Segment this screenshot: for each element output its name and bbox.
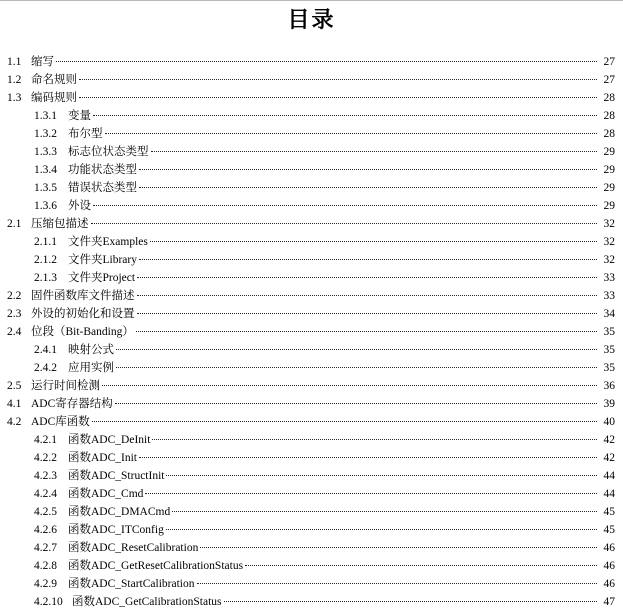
dot-leader	[92, 421, 597, 422]
toc-entry-number: 4.1	[7, 398, 22, 410]
toc-entry[interactable]	[0, 413, 623, 431]
toc-entry-number: 4.2.3	[34, 470, 57, 482]
toc-entry-page-number[interactable]: 35	[603, 344, 615, 356]
toc-entry-number: 2.5	[7, 380, 22, 392]
dot-leader	[137, 277, 597, 278]
toc-entry-page-number[interactable]: 34	[603, 308, 615, 320]
toc-entry-number: 2.3	[7, 308, 22, 320]
dot-leader	[137, 313, 598, 314]
toc-entry-number: 1.3.4	[34, 164, 57, 176]
toc-entry-label[interactable]: 函数ADC_GetResetCalibrationStatus	[68, 560, 244, 572]
toc-entry[interactable]	[0, 593, 623, 611]
toc-entry-label[interactable]: 文件夹Project	[68, 272, 136, 284]
dot-leader	[139, 259, 597, 260]
dot-leader	[139, 169, 597, 170]
toc-entry-label[interactable]: 函数ADC_GetCalibrationStatus	[72, 596, 222, 608]
toc-entry-page-number[interactable]: 29	[603, 146, 615, 158]
dot-leader	[91, 223, 598, 224]
toc-entry[interactable]	[0, 575, 623, 593]
toc-entry[interactable]	[0, 431, 623, 449]
dot-leader	[139, 457, 597, 458]
toc-entry-number: 2.4.2	[34, 362, 57, 374]
toc-entry-page-number[interactable]: 32	[603, 218, 615, 230]
toc-entry-label[interactable]: ADC库函数	[31, 416, 90, 428]
toc-entry[interactable]	[0, 503, 623, 521]
toc-entry[interactable]	[0, 89, 623, 107]
toc-entry[interactable]	[0, 197, 623, 215]
toc-entry[interactable]	[0, 467, 623, 485]
toc-entry-page-number[interactable]: 33	[603, 290, 615, 302]
toc-entry-number: 4.2.10	[34, 596, 63, 608]
dot-leader	[105, 133, 598, 134]
toc-entry[interactable]	[0, 377, 623, 395]
dot-leader	[150, 241, 597, 242]
toc-entry-label[interactable]: 编码规则	[31, 92, 77, 104]
dot-leader	[115, 403, 597, 404]
toc-entry-page-number[interactable]: 40	[603, 416, 615, 428]
toc-entry[interactable]	[0, 521, 623, 539]
toc-entry-page-number[interactable]: 29	[603, 200, 615, 212]
toc-entry-label[interactable]: 标志位状态类型	[68, 146, 149, 158]
toc-entry-label[interactable]: 变量	[68, 110, 91, 122]
toc-entry-number: 4.2.9	[34, 578, 57, 590]
dot-leader	[139, 187, 597, 188]
toc-entry[interactable]	[0, 557, 623, 575]
toc-entry-label[interactable]: 运行时间检测	[31, 380, 100, 392]
dot-leader	[245, 565, 597, 566]
toc-entry-label[interactable]: 函数ADC_DeInit	[68, 434, 151, 446]
toc-entry-number: 4.2	[7, 416, 22, 428]
dot-leader	[137, 295, 598, 296]
toc-entry-page-number[interactable]: 28	[603, 110, 615, 122]
toc-entry-page-number[interactable]: 46	[603, 560, 615, 572]
toc-entry-number: 1.1	[7, 56, 22, 68]
dot-leader	[166, 475, 597, 476]
toc-entry-page-number[interactable]: 47	[603, 596, 615, 608]
toc-entry[interactable]	[0, 341, 623, 359]
toc-entry[interactable]	[0, 269, 623, 287]
dot-leader	[197, 583, 598, 584]
toc-entry-label[interactable]: 函数ADC_ITConfig	[68, 524, 164, 536]
toc-entry-label[interactable]: 布尔型	[68, 128, 103, 140]
toc-entry-number: 1.3.1	[34, 110, 57, 122]
toc-entry-page-number[interactable]: 46	[603, 542, 615, 554]
toc-entry[interactable]	[0, 323, 623, 341]
toc-entry-page-number[interactable]: 27	[603, 74, 615, 86]
toc-entry-page-number[interactable]: 35	[603, 362, 615, 374]
toc-entry-page-number[interactable]: 33	[603, 272, 615, 284]
dot-leader	[93, 115, 597, 116]
toc-entry[interactable]	[0, 287, 623, 305]
toc-entry-number: 4.2.2	[34, 452, 57, 464]
dot-leader	[166, 529, 597, 530]
toc-entry[interactable]	[0, 215, 623, 233]
toc-entry-number: 1.3.5	[34, 182, 57, 194]
toc-entry-number: 2.2	[7, 290, 22, 302]
toc-entry-label[interactable]: 文件夹Examples	[68, 236, 148, 248]
toc-entry-page-number[interactable]: 32	[603, 254, 615, 266]
toc-entry[interactable]	[0, 305, 623, 323]
dot-leader	[79, 97, 597, 98]
toc-entry-number: 4.2.4	[34, 488, 57, 500]
toc-entry-number: 1.2	[7, 74, 22, 86]
toc-entry[interactable]	[0, 233, 623, 251]
toc-entry-label[interactable]: 错误状态类型	[68, 182, 137, 194]
toc-entry-number: 1.3	[7, 92, 22, 104]
toc-entry-label[interactable]: 应用实例	[68, 362, 114, 374]
toc-entry-number: 2.4	[7, 326, 22, 338]
toc-entry-label[interactable]: 函数ADC_ResetCalibration	[68, 542, 199, 554]
toc-entry[interactable]	[0, 107, 623, 125]
toc-entry-page-number[interactable]: 42	[603, 434, 615, 446]
dot-leader	[172, 511, 597, 512]
dot-leader	[136, 331, 597, 332]
dot-leader	[102, 385, 597, 386]
toc-entry-page-number[interactable]: 39	[603, 398, 615, 410]
dot-leader	[145, 493, 597, 494]
toc-entry-label[interactable]: 函数ADC_DMACmd	[68, 506, 171, 518]
toc-entry-page-number[interactable]: 29	[603, 164, 615, 176]
toc-entry-label[interactable]: 映射公式	[68, 344, 114, 356]
toc-entry-label[interactable]: 外设	[68, 200, 91, 212]
dot-leader	[151, 151, 598, 152]
toc-entry-label[interactable]: 缩写	[31, 56, 54, 68]
toc-entry[interactable]	[0, 449, 623, 467]
toc-entry-page-number[interactable]: 42	[603, 452, 615, 464]
toc-entry-number: 1.3.2	[34, 128, 57, 140]
dot-leader	[200, 547, 597, 548]
dot-leader	[93, 205, 597, 206]
toc-entry-page-number[interactable]: 45	[603, 506, 615, 518]
toc-entry[interactable]	[0, 161, 623, 179]
toc-entry[interactable]	[0, 359, 623, 377]
toc-entry[interactable]	[0, 395, 623, 413]
toc-entry-page-number[interactable]: 46	[603, 578, 615, 590]
toc-entry-page-number[interactable]: 35	[603, 326, 615, 338]
dot-leader	[116, 367, 597, 368]
toc-entry[interactable]	[0, 251, 623, 269]
toc-entry[interactable]	[0, 539, 623, 557]
toc-entry-label[interactable]: 功能状态类型	[68, 164, 137, 176]
toc-entry-number: 4.2.1	[34, 434, 57, 446]
toc-entry[interactable]	[0, 179, 623, 197]
dot-leader	[152, 439, 597, 440]
toc-entry-page-number[interactable]: 28	[603, 128, 615, 140]
toc-entry-label[interactable]: 固件函数库文件描述	[31, 290, 135, 302]
toc-entry-label[interactable]: 函数ADC_Cmd	[68, 488, 144, 500]
toc-entry[interactable]	[0, 71, 623, 89]
toc-entry-number: 4.2.7	[34, 542, 57, 554]
toc-entry-number: 2.1.3	[34, 272, 57, 284]
toc-entry-page-number[interactable]: 29	[603, 182, 615, 194]
toc-entry-number: 4.2.6	[34, 524, 57, 536]
toc-entry-number: 2.1.1	[34, 236, 57, 248]
toc-entry-label[interactable]: 外设的初始化和设置	[31, 308, 135, 320]
toc-entry[interactable]	[0, 53, 623, 71]
toc-entry[interactable]	[0, 485, 623, 503]
toc-entry-number: 1.3.6	[34, 200, 57, 212]
dot-leader	[79, 79, 597, 80]
toc-entry-page-number[interactable]: 27	[603, 56, 615, 68]
toc-entry-page-number[interactable]: 36	[603, 380, 615, 392]
dot-leader	[224, 601, 598, 602]
toc-entry-label[interactable]: 位段（Bit-Banding）	[31, 326, 134, 338]
toc-entry-number: 4.2.8	[34, 560, 57, 572]
toc-entry-number: 2.1.2	[34, 254, 57, 266]
toc-entry-label[interactable]: 命名规则	[31, 74, 77, 86]
toc-entry-label[interactable]: 函数ADC_Init	[68, 452, 137, 464]
toc-entry-label[interactable]: 函数ADC_StartCalibration	[68, 578, 195, 590]
toc-entry-page-number[interactable]: 44	[603, 488, 615, 500]
toc-entry-label[interactable]: 压缩包描述	[31, 218, 89, 230]
toc-entry-number: 4.2.5	[34, 506, 57, 518]
toc-entry-page-number[interactable]: 45	[603, 524, 615, 536]
toc-entry-page-number[interactable]: 44	[603, 470, 615, 482]
toc-entry[interactable]	[0, 143, 623, 161]
page-title: 目录	[287, 8, 336, 33]
toc-entry[interactable]	[0, 125, 623, 143]
toc-entry-page-number[interactable]: 32	[603, 236, 615, 248]
toc-entry-number: 1.3.3	[34, 146, 57, 158]
dot-leader	[116, 349, 597, 350]
toc-entry-label[interactable]: 函数ADC_StructInit	[68, 470, 165, 482]
dot-leader	[56, 61, 597, 62]
toc-entry-page-number[interactable]: 28	[603, 92, 615, 104]
table-of-contents	[0, 53, 623, 611]
toc-entry-label[interactable]: ADC寄存器结构	[31, 398, 113, 410]
toc-entry-number: 2.4.1	[34, 344, 57, 356]
top-rule	[0, 0, 623, 1]
toc-entry-label[interactable]: 文件夹Library	[68, 254, 137, 266]
toc-entry-number: 2.1	[7, 218, 22, 230]
